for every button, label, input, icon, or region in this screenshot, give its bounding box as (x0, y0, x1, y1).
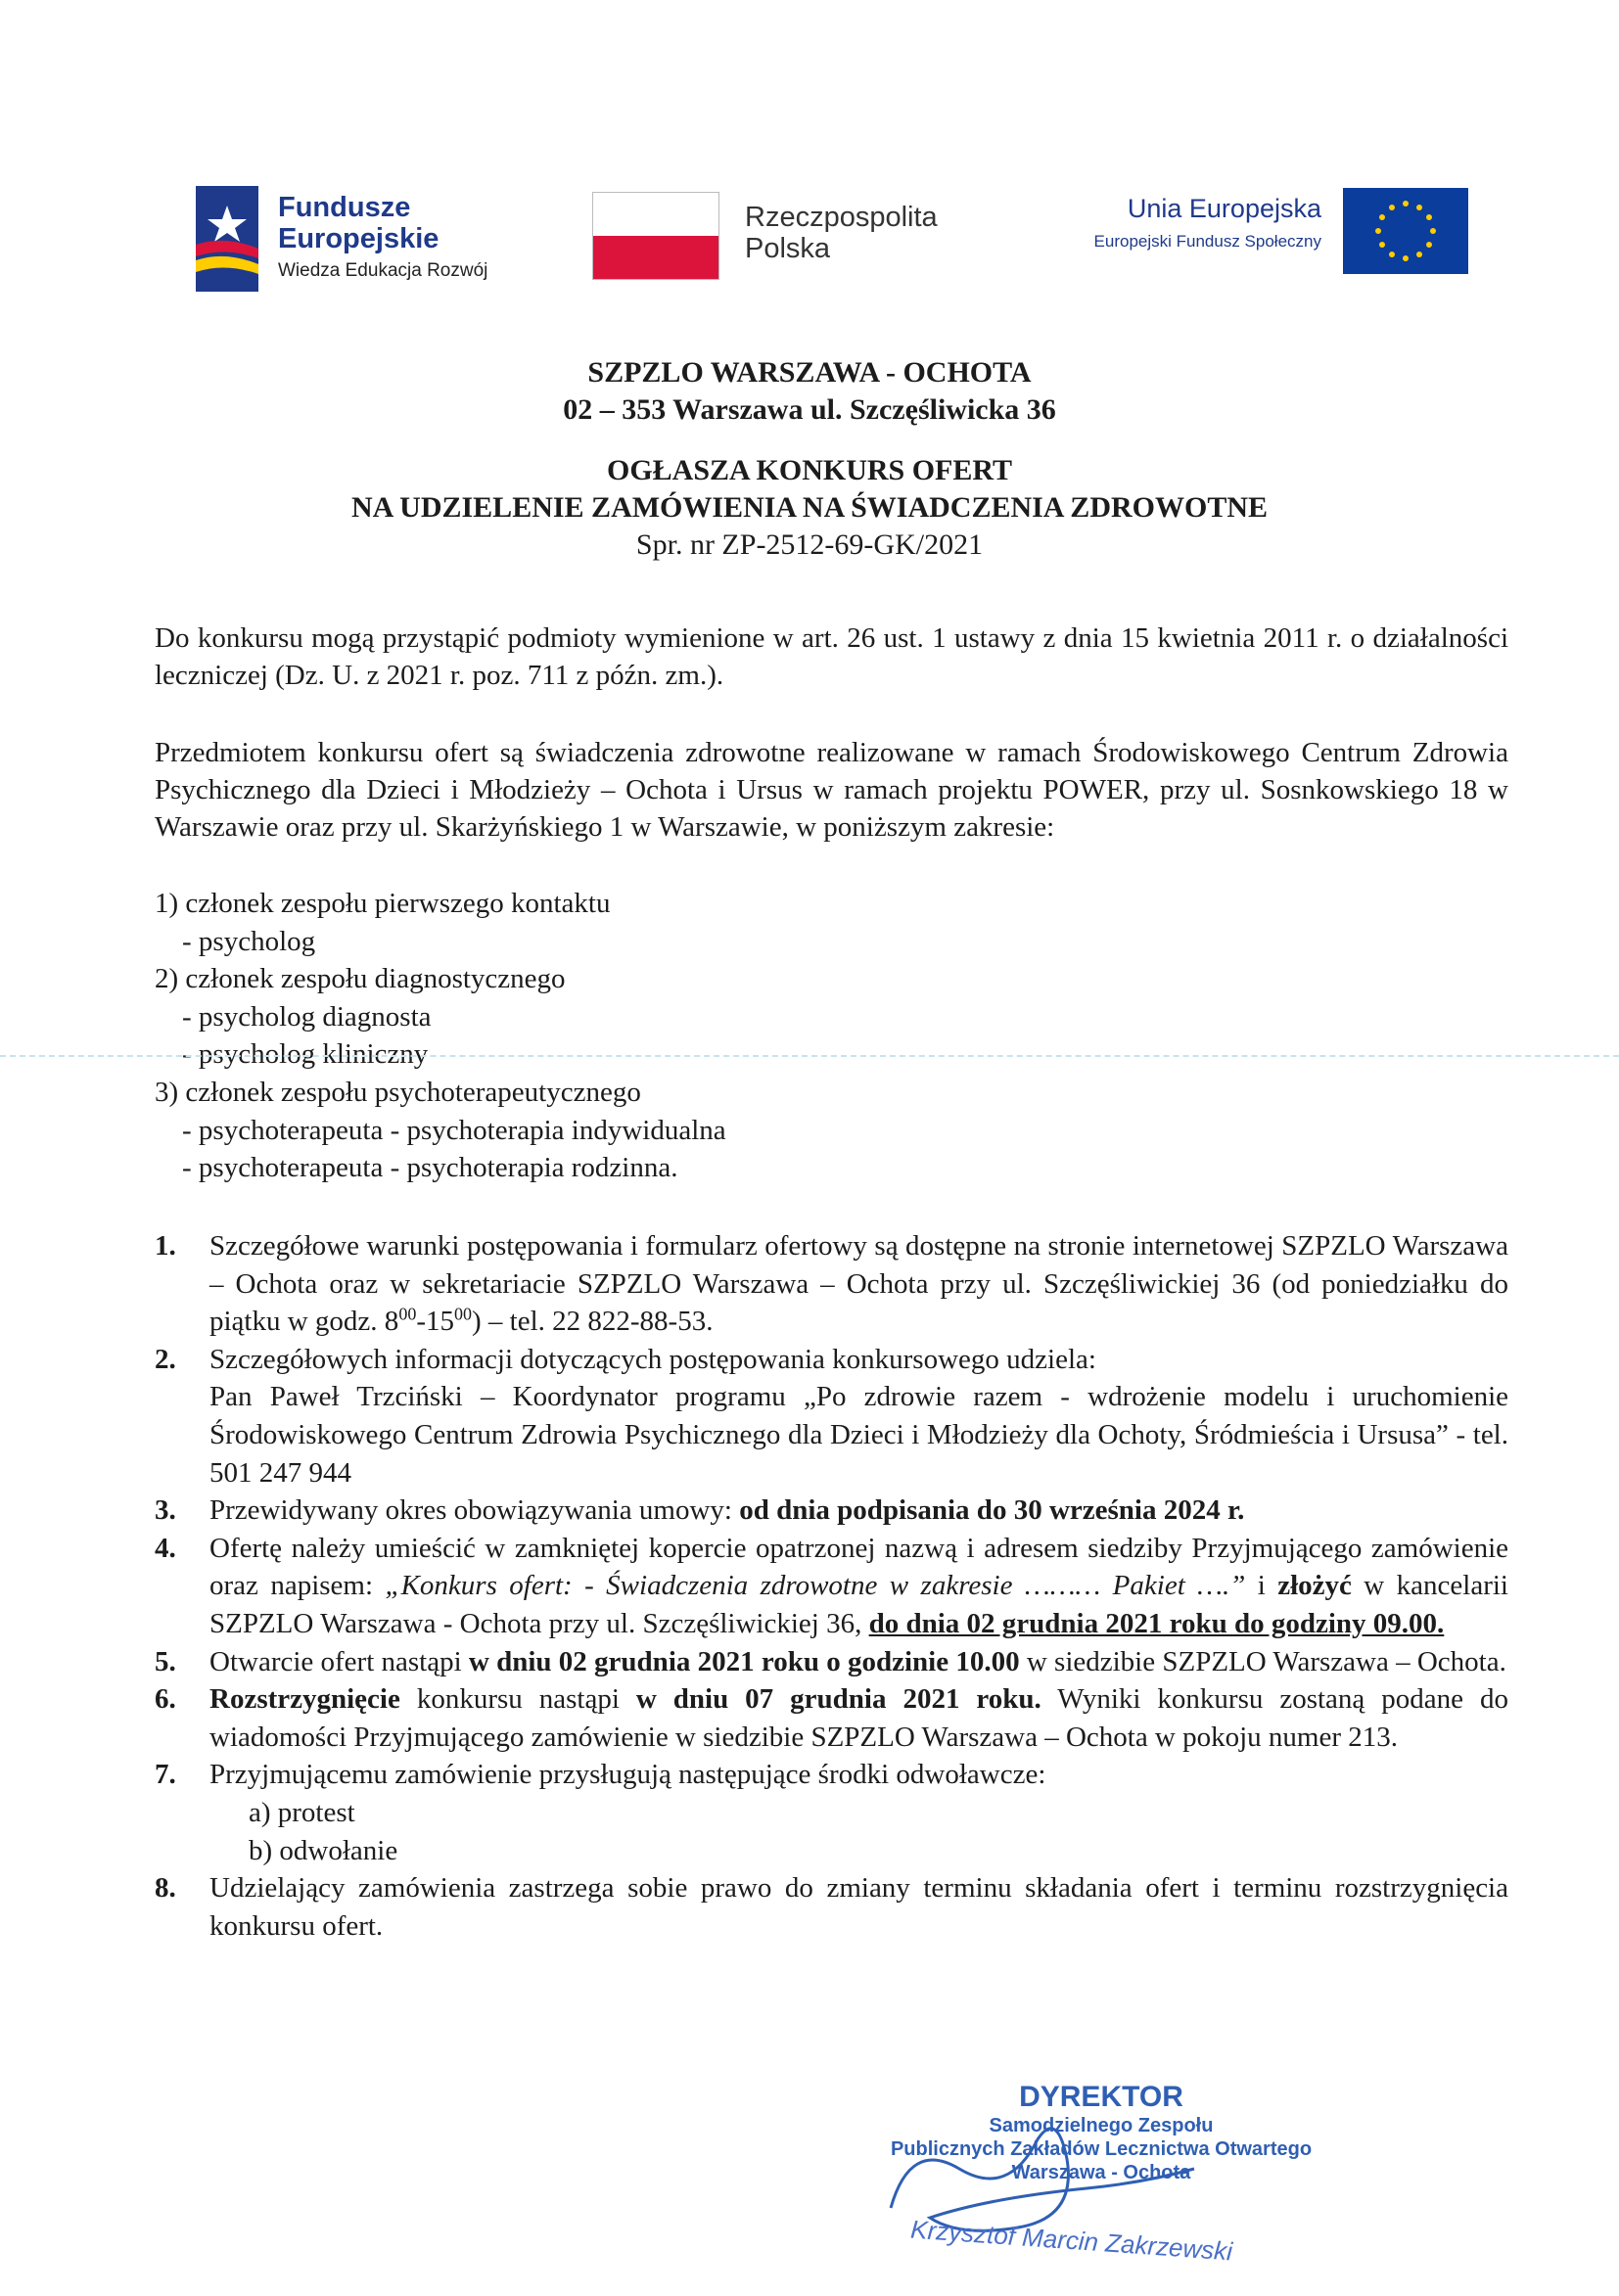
item-number: 7. (155, 1759, 176, 1791)
item-number: 3. (155, 1494, 176, 1527)
fe-text (278, 192, 487, 282)
rp-text (745, 202, 938, 264)
org-address: 02 – 353 Warszawa ul. Szczęśliwicka 36 (563, 393, 1056, 426)
scope-item: - psycholog (182, 925, 316, 957)
condition-3 (155, 1492, 1508, 1530)
scope-item: - psycholog diagnosta (182, 1000, 432, 1033)
condition-5 (155, 1643, 1508, 1681)
remedy-protest: a) protest (249, 1796, 355, 1828)
item-text: Przyjmującemu zamówienie przysługują następujące środki odwoławcze: a) protest b) odwołanie (209, 1756, 1508, 1869)
condition-7 (155, 1756, 1508, 1869)
rzeczpospolita-logo (592, 192, 1003, 280)
scope-list (155, 885, 726, 1187)
ue-line2: Europejski Fundusz Społeczny (1093, 232, 1321, 251)
signer-name: Krzysztof Marcin Zakrzewski (909, 2214, 1234, 2267)
fe-line3: Wiedza Edukacja Rozwój (278, 260, 488, 281)
condition-6 (155, 1680, 1508, 1756)
fe-star-mark-icon (196, 186, 258, 292)
director-stamp (871, 2081, 1331, 2296)
remedy-appeal: b) odwołanie (249, 1834, 398, 1866)
org-name: SZPZLO WARSZAWA - OCHOTA (587, 356, 1032, 389)
fe-line2: Europejskie (278, 223, 439, 254)
stamp-line1: Samodzielnego Zespołu (989, 2115, 1214, 2136)
title-line2: NA UDZIELENIE ZAMÓWIENIA NA ŚWIADCZENIA ZDROWOTNE (350, 491, 1269, 524)
stamp-line2: Publicznych Zakładów Lecznictwa Otwartego (890, 2138, 1313, 2160)
rp-line1: Rzeczpospolita (745, 202, 938, 233)
scan-artifact-line (0, 1055, 1619, 1057)
case-number: Spr. nr ZP-2512-69-GK/2021 (635, 528, 984, 561)
item-text: Otwarcie ofert nastąpi w dniu 02 grudnia 2021 roku o godzinie 10.00 w siedzibie SZPZLO Warszawa – Ochota. (209, 1645, 1506, 1677)
item-number: 4. (155, 1532, 176, 1564)
polish-flag-icon (592, 192, 719, 280)
fe-line1: Fundusze (278, 192, 411, 223)
scope-item: - psychoterapeuta - psychoterapia indywidualna (182, 1114, 726, 1146)
item-text: Ofertę należy umieścić w zamkniętej kopercie opatrzonej nazwą i adresem siedziby Przyjmującego zamówienie oraz napisem: „Konkurs ofert: - Świadczenia zdrowotne w zakresie ……… Pakiet ….” i złożyć w kancelarii SZPZLO Warszawa - Ochota przy ul. Szczęśliwickiej 36, do dnia 02 grudnia 2021 roku do godziny 09.00. (209, 1532, 1508, 1639)
ue-text (1094, 194, 1321, 252)
subject-paragraph: Przedmiotem konkursu ofert są świadczenia zdrowotne realizowane w ramach Środowiskowego Centrum Zdrowia Psychicznego dla Dzieci i Młodzieży – Ochota i Ursus w ramach projektu POWER, przy ul. Sosnkowskiego 18 w Warszawie oraz przy ul. Skarżyńskiego 1 w Warszawie, w poniższym zakresie: (155, 737, 1508, 843)
scope-item: - psychoterapeuta - psychoterapia rodzinna. (182, 1152, 678, 1184)
item-number: 6. (155, 1683, 176, 1716)
condition-8 (155, 1869, 1508, 1945)
announcement-title (0, 452, 1619, 564)
item-text: Rozstrzygnięcie konkursu nastąpi w dniu 07 grudnia 2021 roku. Wyniki konkursu zostaną podane do wiadomości Przyjmującego zamówienie w siedzibie SZPZLO Warszawa – Ochota w pokoju numer 213. (209, 1683, 1508, 1753)
item-text: Przewidywany okres obowiązywania umowy: od dnia podpisania do 30 września 2024 r. (209, 1494, 1245, 1527)
stamp-line3: Warszawa - Ochota (1011, 2162, 1191, 2183)
item-text: Szczegółowe warunki postępowania i formularz ofertowy są dostępne na stronie internetowej SZPZLO Warszawa – Ochota oraz w sekretariacie SZPZLO Warszawa – Ochota przy ul. Szczęśliwickiej 36 (od poniedziałku do piątku w godz. $8^{00}-15^{00}$) – tel. 22 822-88-53. (209, 1230, 1508, 1338)
scope-item: 3) członek zespołu psychoterapeutycznego (155, 1076, 641, 1108)
ue-line1: Unia Europejska (1127, 194, 1321, 223)
item-text: Udzielający zamówienia zastrzega sobie prawo do zmiany terminu składania ofert i terminu rozstrzygnięcia konkursu ofert. (209, 1872, 1508, 1942)
item-number: 5. (155, 1645, 176, 1677)
scope-item: 2) członek zespołu diagnostycznego (155, 963, 566, 995)
title-line1: OGŁASZA KONKURS OFERT (606, 454, 1013, 486)
item-text: Szczegółowych informacji dotyczących postępowania konkursowego udziela: Pan Paweł Trzciński – Koordynator programu „Po zdrowie razem - wdrożenie modelu i uruchomienie Środowiskowego Centrum Zdrowia Psychicznego dla Dzieci i Młodzieży dla Ochoty, Śródmieścia i Ursusa” - tel. 501 247 944 (209, 1343, 1508, 1489)
unia-europejska-logo (1038, 186, 1468, 284)
fundusze-europejskie-logo (196, 186, 529, 294)
stamp-title: DYREKTOR (1019, 2081, 1183, 2113)
rp-line2: Polska (745, 233, 831, 264)
scope-item: - psycholog kliniczny (182, 1038, 429, 1071)
eu-flag-icon (1343, 188, 1468, 274)
conditions-list (155, 1227, 1508, 1945)
stamp-text (871, 2081, 1331, 2184)
organization-header (0, 354, 1619, 429)
condition-4 (155, 1530, 1508, 1643)
item-number: 1. (155, 1230, 176, 1262)
scope-item: 1) członek zespołu pierwszego kontaktu (155, 888, 611, 919)
logo-bar (196, 186, 1468, 294)
intro-paragraph: Do konkursu mogą przystąpić podmioty wymienione w art. 26 ust. 1 ustawy z dnia 15 kwietnia 2011 r. o działalności leczniczej (Dz. U. z 2021 r. poz. 711 z późn. zm.). (155, 622, 1508, 691)
condition-1 (155, 1227, 1508, 1341)
item-number: 8. (155, 1872, 176, 1905)
item-number: 2. (155, 1343, 176, 1375)
condition-2 (155, 1341, 1508, 1492)
